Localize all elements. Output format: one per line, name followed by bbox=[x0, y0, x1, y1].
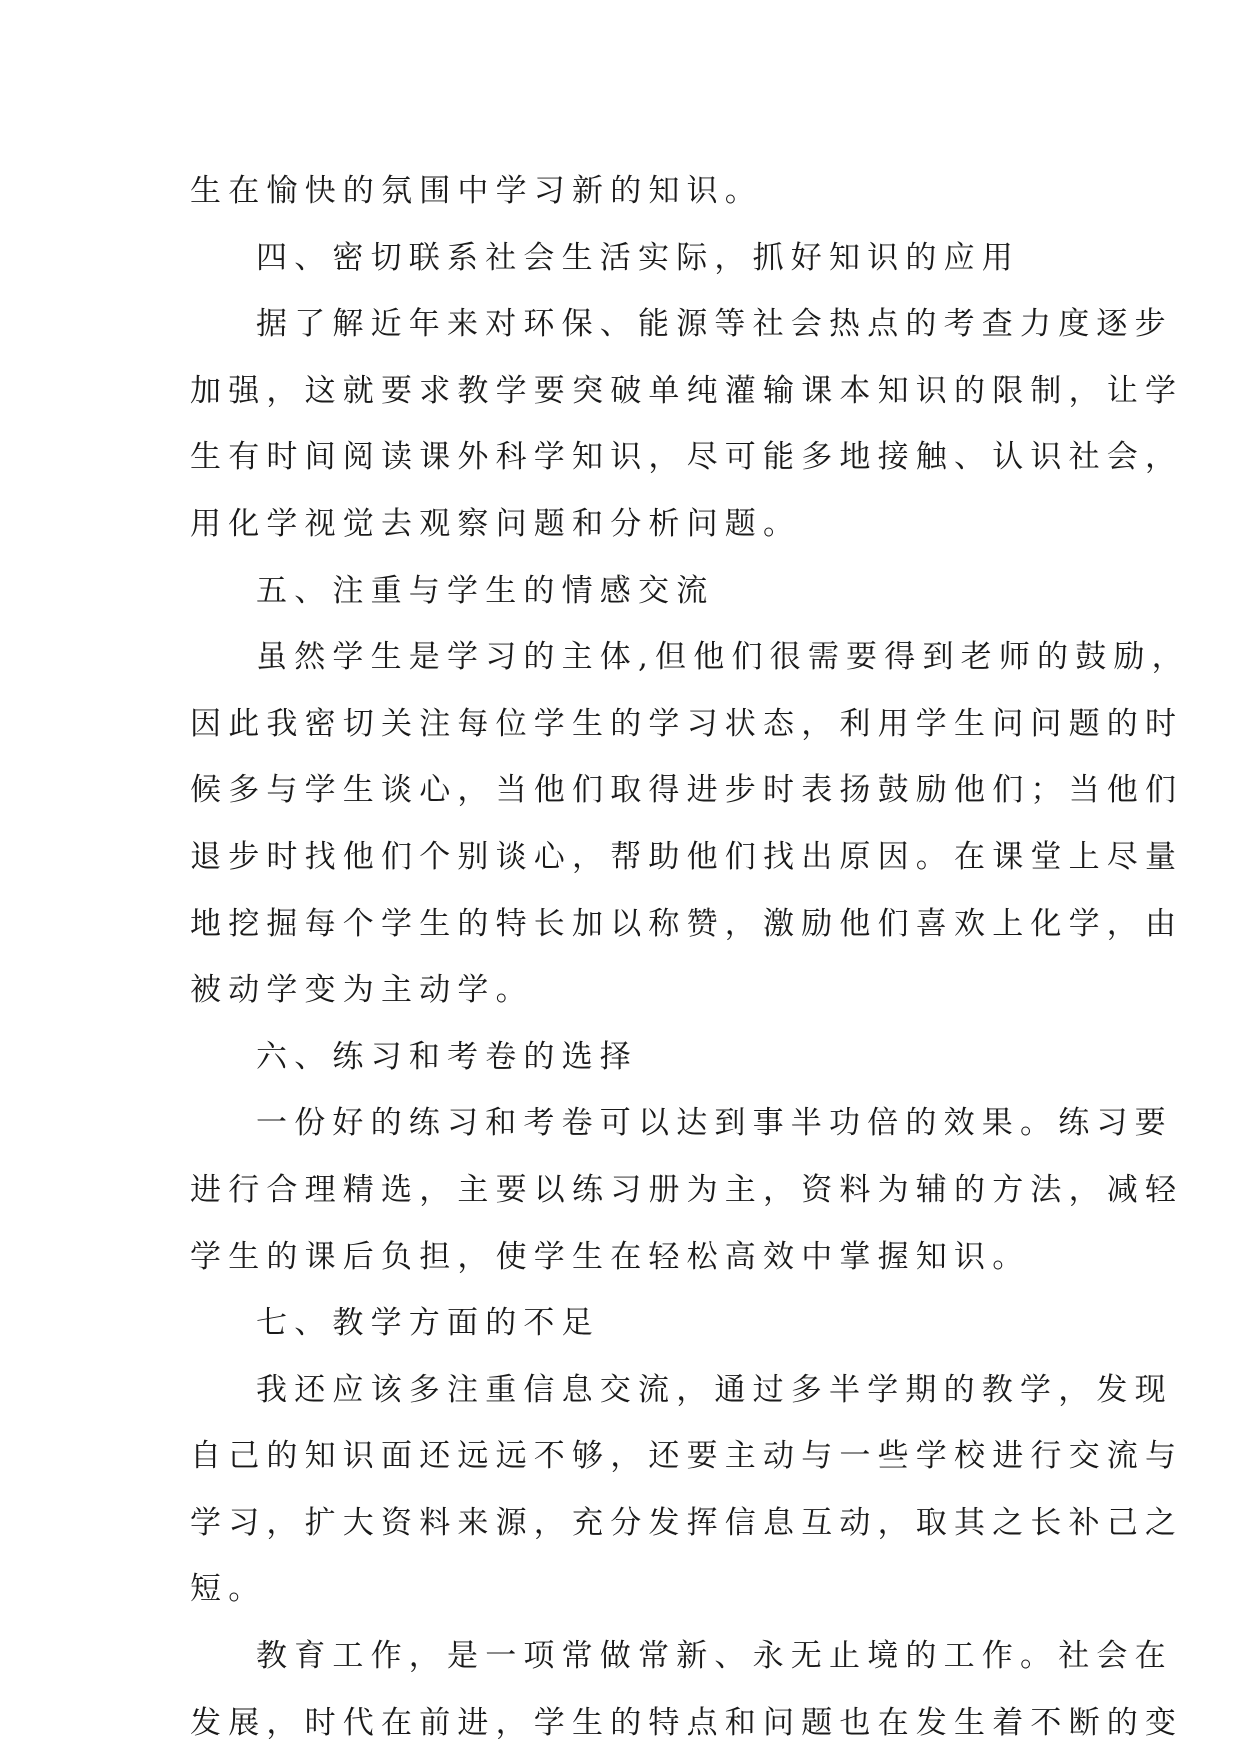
text-line: 据了解近年来对环保、能源等社会热点的考查力度逐步 bbox=[256, 306, 1173, 343]
text-line: 因此我密切关注每位学生的学习状态，利用学生问问题的时 bbox=[190, 705, 1184, 742]
text-line: 生有时间阅读课外科学知识，尽可能多地接触、认识社会， bbox=[190, 439, 1184, 476]
text-line: 虽然学生是学习的主体,但他们很需要得到老师的鼓励， bbox=[256, 639, 1190, 676]
text-line: 进行合理精选，主要以练习册为主，资料为辅的方法，减轻 bbox=[190, 1171, 1184, 1208]
text-line: 退步时找他们个别谈心，帮助他们找出原因。在课堂上尽量 bbox=[190, 838, 1184, 875]
text-line: 发展，时代在前进，学生的特点和问题也在发生着不断的变 bbox=[190, 1704, 1184, 1741]
text-line: 学习，扩大资料来源，充分发挥信息互动，取其之长补己之 bbox=[190, 1504, 1184, 1541]
text-line: 用化学视觉去观察问题和分析问题。 bbox=[190, 505, 802, 542]
text-line: 一份好的练习和考卷可以达到事半功倍的效果。练习要 bbox=[256, 1105, 1173, 1142]
section-heading: 七、教学方面的不足 bbox=[256, 1305, 600, 1342]
text-line: 加强，这就要求教学要突破单纯灌输课本知识的限制，让学 bbox=[190, 372, 1184, 409]
text-line: 教育工作，是一项常做常新、永无止境的工作。社会在 bbox=[256, 1638, 1173, 1675]
section-heading: 四、密切联系社会生活实际，抓好知识的应用 bbox=[256, 239, 1020, 276]
text-line: 候多与学生谈心，当他们取得进步时表扬鼓励他们；当他们 bbox=[190, 772, 1184, 809]
text-line: 自己的知识面还远远不够，还要主动与一些学校进行交流与 bbox=[190, 1438, 1184, 1475]
document-body bbox=[190, 158, 1190, 1756]
text-line: 生在愉快的氛围中学习新的知识。 bbox=[190, 173, 763, 209]
text-line: 被动学变为主动学。 bbox=[190, 972, 534, 1009]
text-line: 学生的课后负担，使学生在轻松高效中掌握知识。 bbox=[190, 1238, 1031, 1275]
section-heading: 六、练习和考卷的选择 bbox=[256, 1038, 638, 1075]
section-heading: 五、注重与学生的情感交流 bbox=[256, 572, 715, 609]
text-line: 短。 bbox=[190, 1571, 267, 1608]
text-line: 地挖掘每个学生的特长加以称赞，激励他们喜欢上化学，由 bbox=[190, 905, 1184, 942]
text-line: 我还应该多注重信息交流，通过多半学期的教学，发现 bbox=[256, 1371, 1173, 1408]
